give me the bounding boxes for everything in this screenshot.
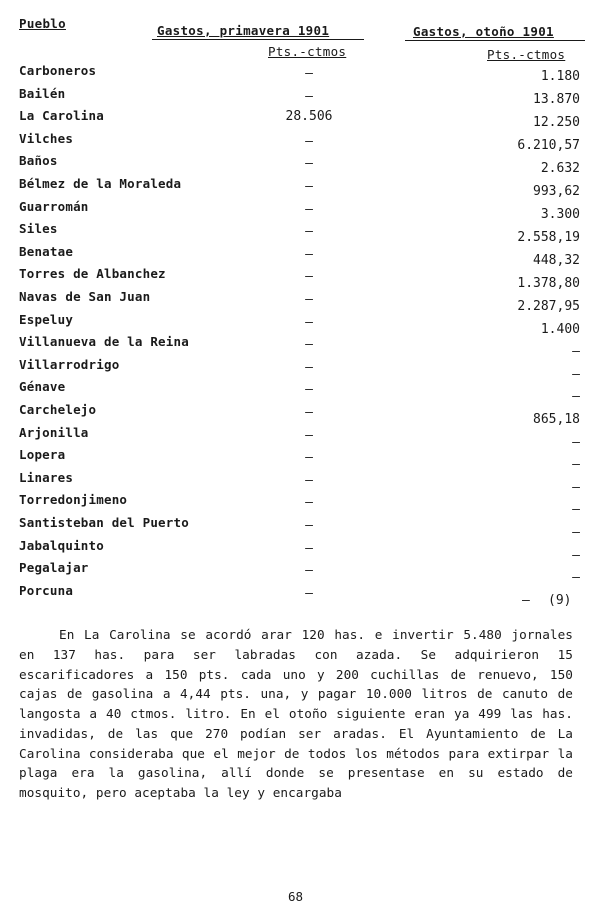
autumn-cost: 12.250 — [533, 114, 580, 130]
autumn-cost: 865,18 — [533, 412, 580, 427]
table-row — [0, 356, 591, 382]
autumn-cost: 1.400 — [540, 321, 580, 337]
body-paragraph — [19, 625, 573, 803]
town-name: Génave — [19, 379, 66, 395]
town-name: Porcuna — [19, 582, 74, 598]
autumn-cost: – — [572, 344, 580, 360]
autumn-cost: – — [572, 547, 580, 563]
town-name: Benatae — [19, 243, 74, 259]
town-name: Carchelejo — [19, 402, 97, 417]
autumn-cost: 2.632 — [540, 160, 580, 176]
table-row — [0, 334, 591, 360]
spring-cost: – — [305, 201, 313, 217]
table-row — [0, 515, 591, 540]
footnote-ref: (9) — [548, 592, 572, 608]
town-name: Siles — [19, 221, 58, 237]
table-row — [0, 424, 591, 450]
autumn-cost: – — [572, 434, 580, 450]
table-row — [0, 176, 591, 198]
spring-cost: – — [305, 179, 313, 194]
town-name: Torres de Albanchez — [19, 266, 166, 282]
spring-cost: – — [305, 563, 313, 579]
table-row — [0, 63, 591, 85]
town-name: Villanueva de la Reina — [19, 334, 189, 350]
town-name: Torredonjimeno — [19, 492, 128, 508]
town-name: Lopera — [19, 447, 66, 463]
spring-cost: – — [305, 337, 313, 353]
table-row — [0, 221, 591, 243]
table-row — [0, 311, 591, 337]
spring-cost: – — [305, 585, 313, 601]
autumn-cost: 2.558,19 — [517, 229, 580, 245]
spring-cost: – — [305, 314, 313, 330]
table-row — [0, 447, 591, 473]
spring-cost: – — [305, 88, 313, 104]
autumn-cost: – — [572, 366, 580, 382]
header-pueblo: Pueblo — [19, 16, 66, 31]
body-paragraph-text: En La Carolina se acordó arar 120 has. e invertir 5.480 jornales en 137 has. para ser labradas con azada. Se adquirieron 15 escarificadores a 150 pts. cada uno y 200 cuchillas de renuevo, 150 cajas de gasolina a 4,44 pts. una, y pagar 10.000 litros de canuto de langosta a 40 ctmos. litro. En el otoño siguiente eran ya 499 las has. invadidas, de las que 270 podían ser aradas. El Ayuntamiento de La Carolina consideraba que el mejor de todos los métodos para extirpar la plaga era la gasolina, allí donde se presentase en su estado de mosquito, pero aceptaba la ley y encargaba — [19, 627, 573, 800]
autumn-cost: 3.300 — [540, 206, 580, 222]
autumn-cost: 448,32 — [533, 252, 580, 268]
spring-cost: – — [305, 156, 313, 172]
table-row — [0, 108, 591, 130]
table-row — [0, 244, 591, 266]
table-row — [0, 289, 591, 314]
autumn-cost: – — [572, 457, 580, 473]
page-number: 68 — [287, 889, 304, 904]
town-name: Espeluy — [19, 311, 74, 327]
table-row — [0, 560, 591, 586]
town-name: Santisteban del Puerto — [19, 515, 189, 530]
autumn-cost: – — [572, 502, 580, 518]
town-name: Linares — [19, 469, 74, 485]
spring-cost: – — [305, 405, 313, 420]
table-row — [0, 469, 591, 495]
table-row — [0, 402, 591, 427]
table-row — [0, 492, 591, 518]
spring-cost: – — [305, 292, 313, 307]
spring-cost: – — [305, 427, 313, 443]
autumn-cost: – — [572, 525, 580, 540]
autumn-cost: 2.287,95 — [517, 299, 580, 314]
town-name: Villarrodrigo — [19, 356, 120, 372]
town-name: Jabalquinto — [19, 537, 104, 553]
header-spring: Gastos, primavera 1901 — [157, 23, 330, 38]
spring-cost: 28.506 — [285, 109, 333, 125]
autumn-cost: 13.870 — [533, 91, 580, 107]
town-name: Arjonilla — [19, 424, 89, 440]
table-row — [0, 266, 591, 291]
table-row — [0, 537, 591, 563]
spring-cost: – — [305, 66, 313, 81]
table-row — [0, 131, 591, 153]
unit-autumn: Pts.-ctmos — [487, 47, 566, 62]
spring-cost: – — [305, 246, 313, 262]
town-name: Navas de San Juan — [19, 289, 151, 304]
town-name: Vilches — [19, 130, 74, 146]
town-name: Baños — [19, 153, 58, 169]
spring-cost: – — [305, 382, 313, 398]
autumn-cost: 6.210,57 — [517, 137, 580, 153]
spring-cost: – — [305, 133, 313, 149]
table-row — [0, 199, 591, 221]
town-name: Bailén — [19, 85, 66, 101]
spring-cost: – — [305, 472, 313, 488]
autumn-cost: 1.180 — [540, 69, 580, 84]
autumn-cost: – — [572, 570, 580, 586]
table-row — [0, 582, 591, 608]
town-name: La Carolina — [19, 108, 104, 124]
town-name: Bélmez de la Moraleda — [19, 176, 182, 191]
spring-cost: – — [305, 359, 313, 375]
spring-cost: – — [305, 518, 313, 533]
town-name: Guarromán — [19, 198, 89, 214]
table-row — [0, 153, 591, 175]
spring-cost: – — [305, 269, 313, 285]
autumn-cost: 1.378,80 — [517, 275, 580, 291]
unit-spring: Pts.-ctmos — [268, 44, 347, 59]
table-row — [0, 379, 591, 405]
spring-cost: – — [305, 450, 313, 466]
spring-cost: – — [305, 495, 313, 511]
autumn-cost: – — [572, 479, 580, 495]
spring-cost: – — [305, 540, 313, 556]
town-name: Pegalajar — [19, 560, 89, 576]
spring-cost: – — [305, 224, 313, 240]
autumn-cost: – — [572, 389, 580, 405]
town-name: Carboneros — [19, 63, 97, 78]
header-autumn: Gastos, otoño 1901 — [413, 24, 554, 39]
autumn-cost: 993,62 — [533, 184, 580, 199]
autumn-cost: – — [522, 592, 530, 608]
table-row — [0, 86, 591, 108]
